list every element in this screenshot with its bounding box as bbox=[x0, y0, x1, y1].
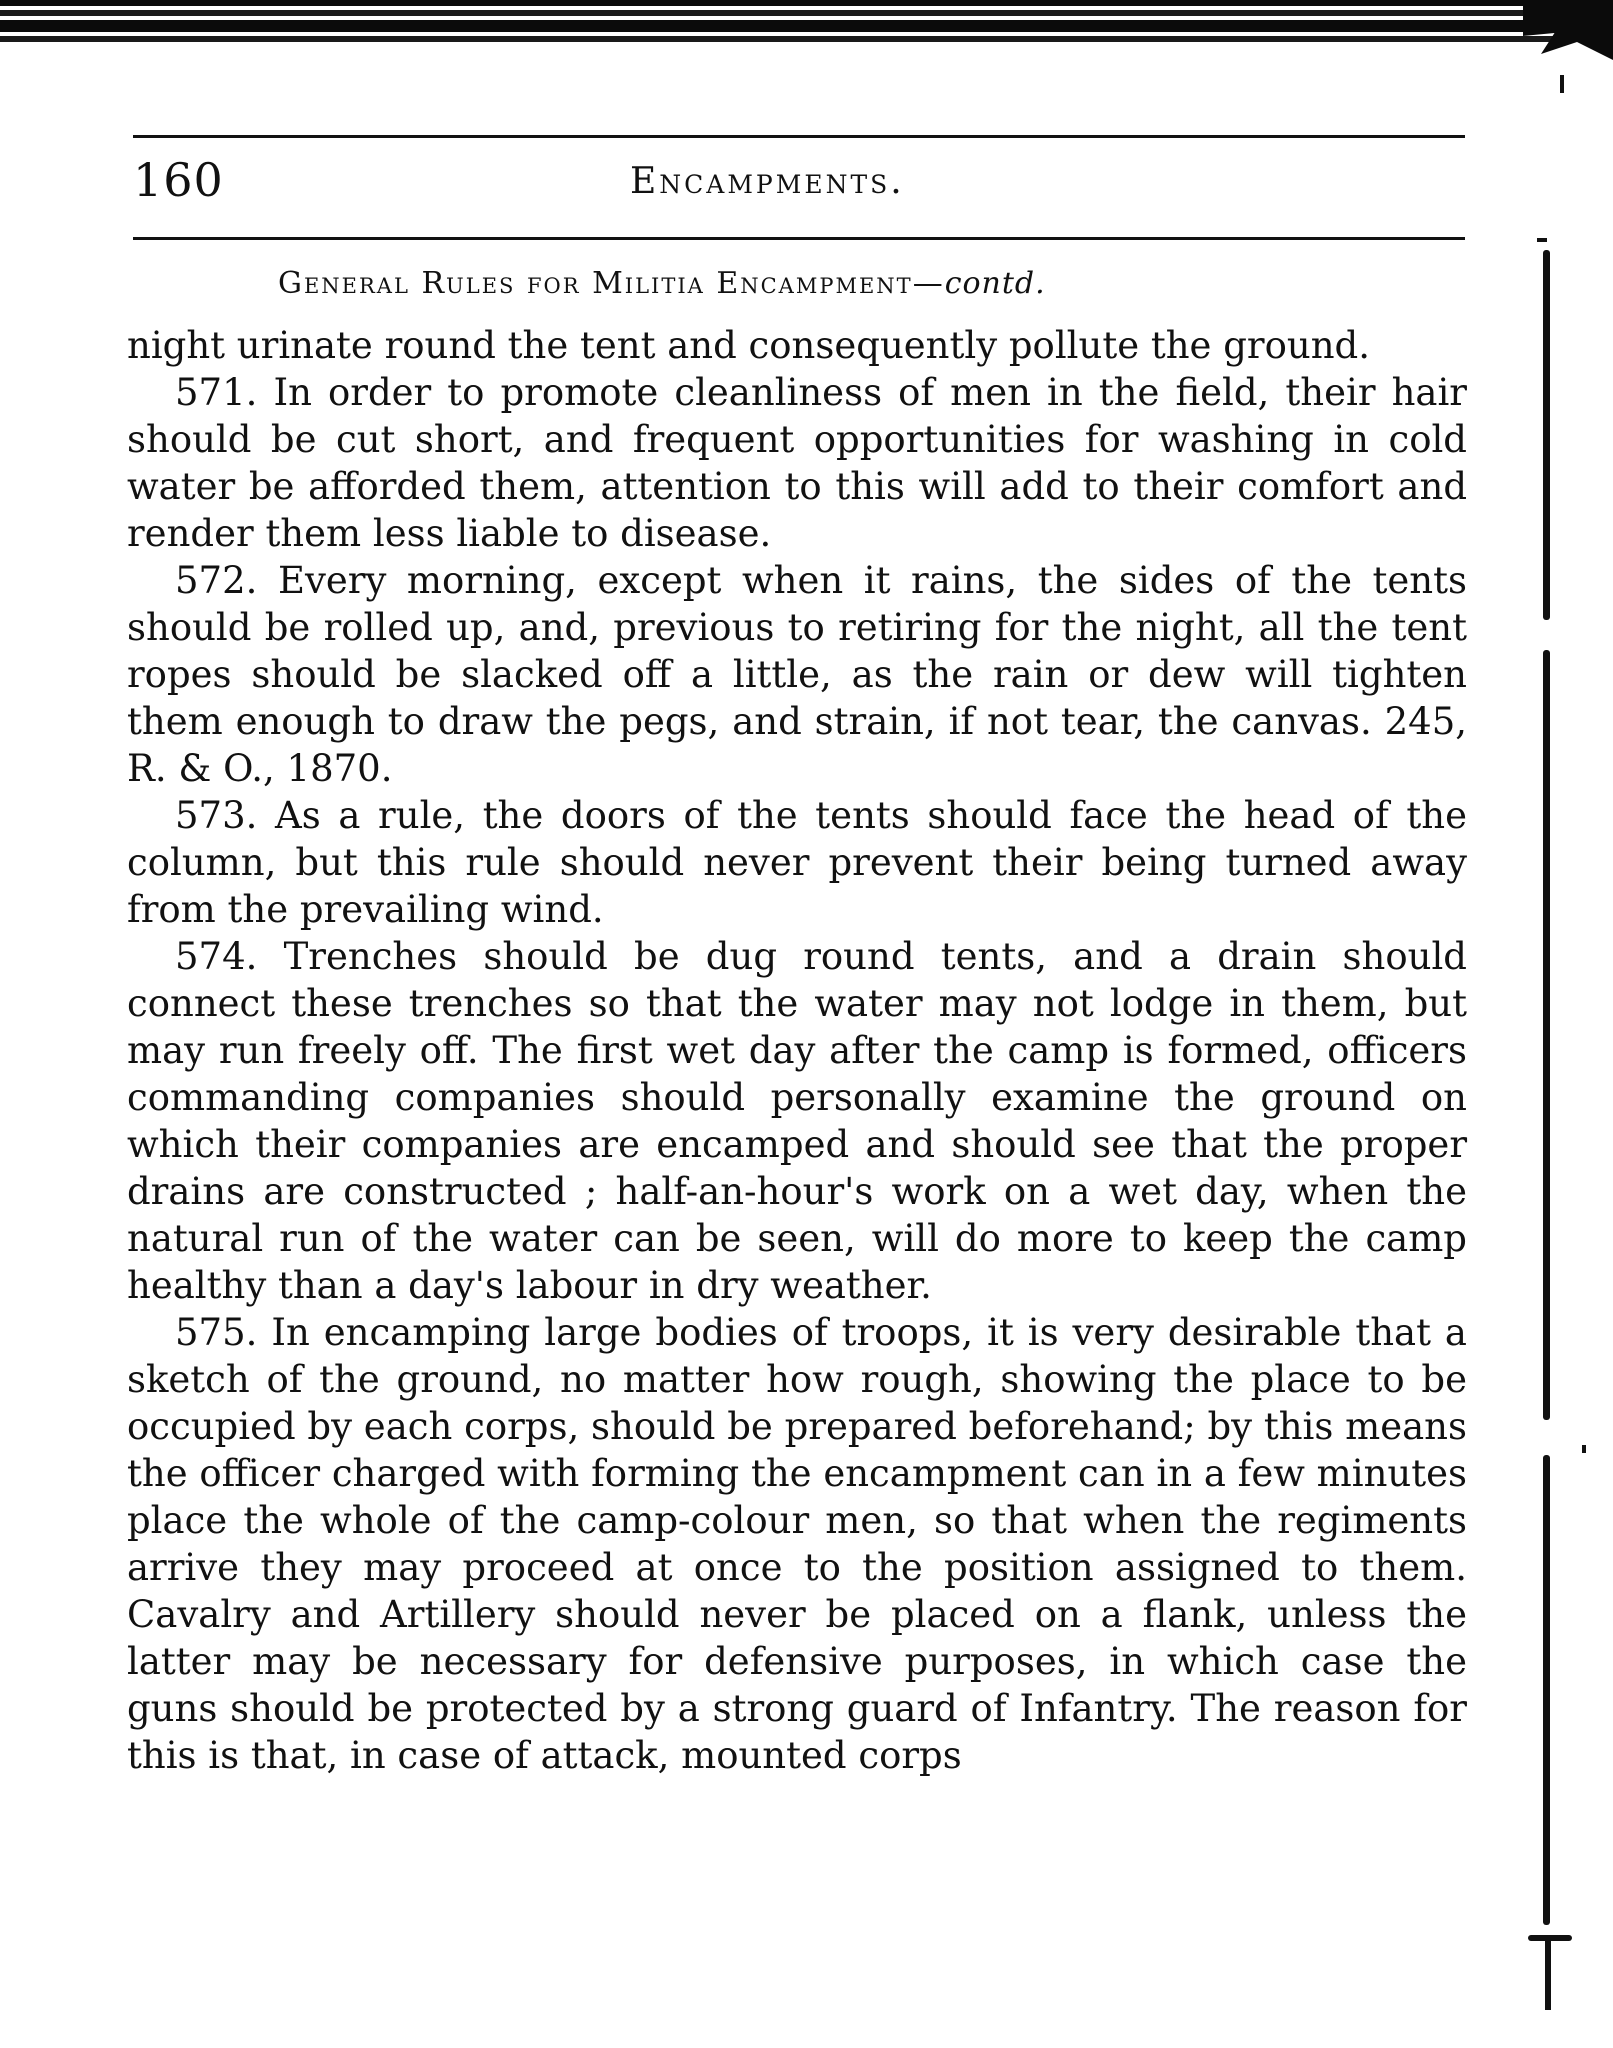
header-rule-bottom bbox=[133, 237, 1465, 240]
margin-bar-lower bbox=[1543, 1455, 1550, 1925]
page-top-border bbox=[0, 0, 1613, 54]
paragraph-571: 571. In order to promote cleanliness of men in the field, their hair should be cut short, and frequent opportunities for washing in cold water be afforded them, attention to this will add to their comfort and render them less liable to disease. bbox=[127, 371, 1467, 555]
section-contd: contd. bbox=[944, 266, 1046, 301]
page-number: 160 bbox=[133, 153, 224, 207]
paragraph-572: 572. Every morning, except when it rains, the sides of the tents should be rolled up, and, previous to retiring for the night, all the tent ropes should be slacked off a little, as the rain or dew will tighten them enough to draw the pegs, and strain, if not tear, the canvas. 245, R. & O., 1870. bbox=[127, 559, 1467, 790]
paragraph-574: 574. Trenches should be dug round tents, and a drain should connect these trenches so that the water may not lodge in them, but may run freely off. The first wet day after the camp is formed, officers commanding companies should personally examine the ground on which their companies are encamped and should see that the proper drains are constructed ; half-an-hour's work on a wet day, when the natural run of the water can be seen, will do more to keep the camp healthy than a day's labour in dry weather. bbox=[127, 935, 1467, 1307]
margin-dot-mark bbox=[1582, 1445, 1586, 1453]
margin-bar-middle bbox=[1543, 650, 1550, 1420]
running-head: Encampments. bbox=[630, 161, 905, 202]
margin-tick-mark bbox=[1560, 75, 1564, 93]
section-heading bbox=[278, 262, 1046, 306]
body-text bbox=[127, 322, 1467, 1779]
margin-t-mark-stem bbox=[1545, 1935, 1551, 2010]
margin-dash-mark bbox=[1537, 238, 1547, 242]
paragraph-continued: night urinate round the tent and consequently pollute the ground. bbox=[127, 324, 1370, 367]
header-rule-top bbox=[133, 135, 1465, 138]
paragraph-573: 573. As a rule, the doors of the tents should face the head of the column, but this rule should never prevent their being turned away from the prevailing wind. bbox=[127, 794, 1467, 931]
paragraph-575: 575. In encamping large bodies of troops, it is very desirable that a sketch of the ground, no matter how rough, showing the place to be occupied by each corps, should be prepared beforehand; by this means the officer charged with forming the encampment can in a few minutes place the whole of the camp-colour men, so that when the regiments arrive they may proceed at once to the position assigned to them. Cavalry and Artillery should never be placed on a flank, unless the latter may be necessary for defensive purposes, in which case the guns should be protected by a strong guard of Infantry. The reason for this is that, in case of attack, mounted corps bbox=[127, 1311, 1468, 1777]
margin-bar-upper bbox=[1543, 250, 1550, 620]
section-title: General Rules for Militia Encampment— bbox=[278, 266, 945, 301]
